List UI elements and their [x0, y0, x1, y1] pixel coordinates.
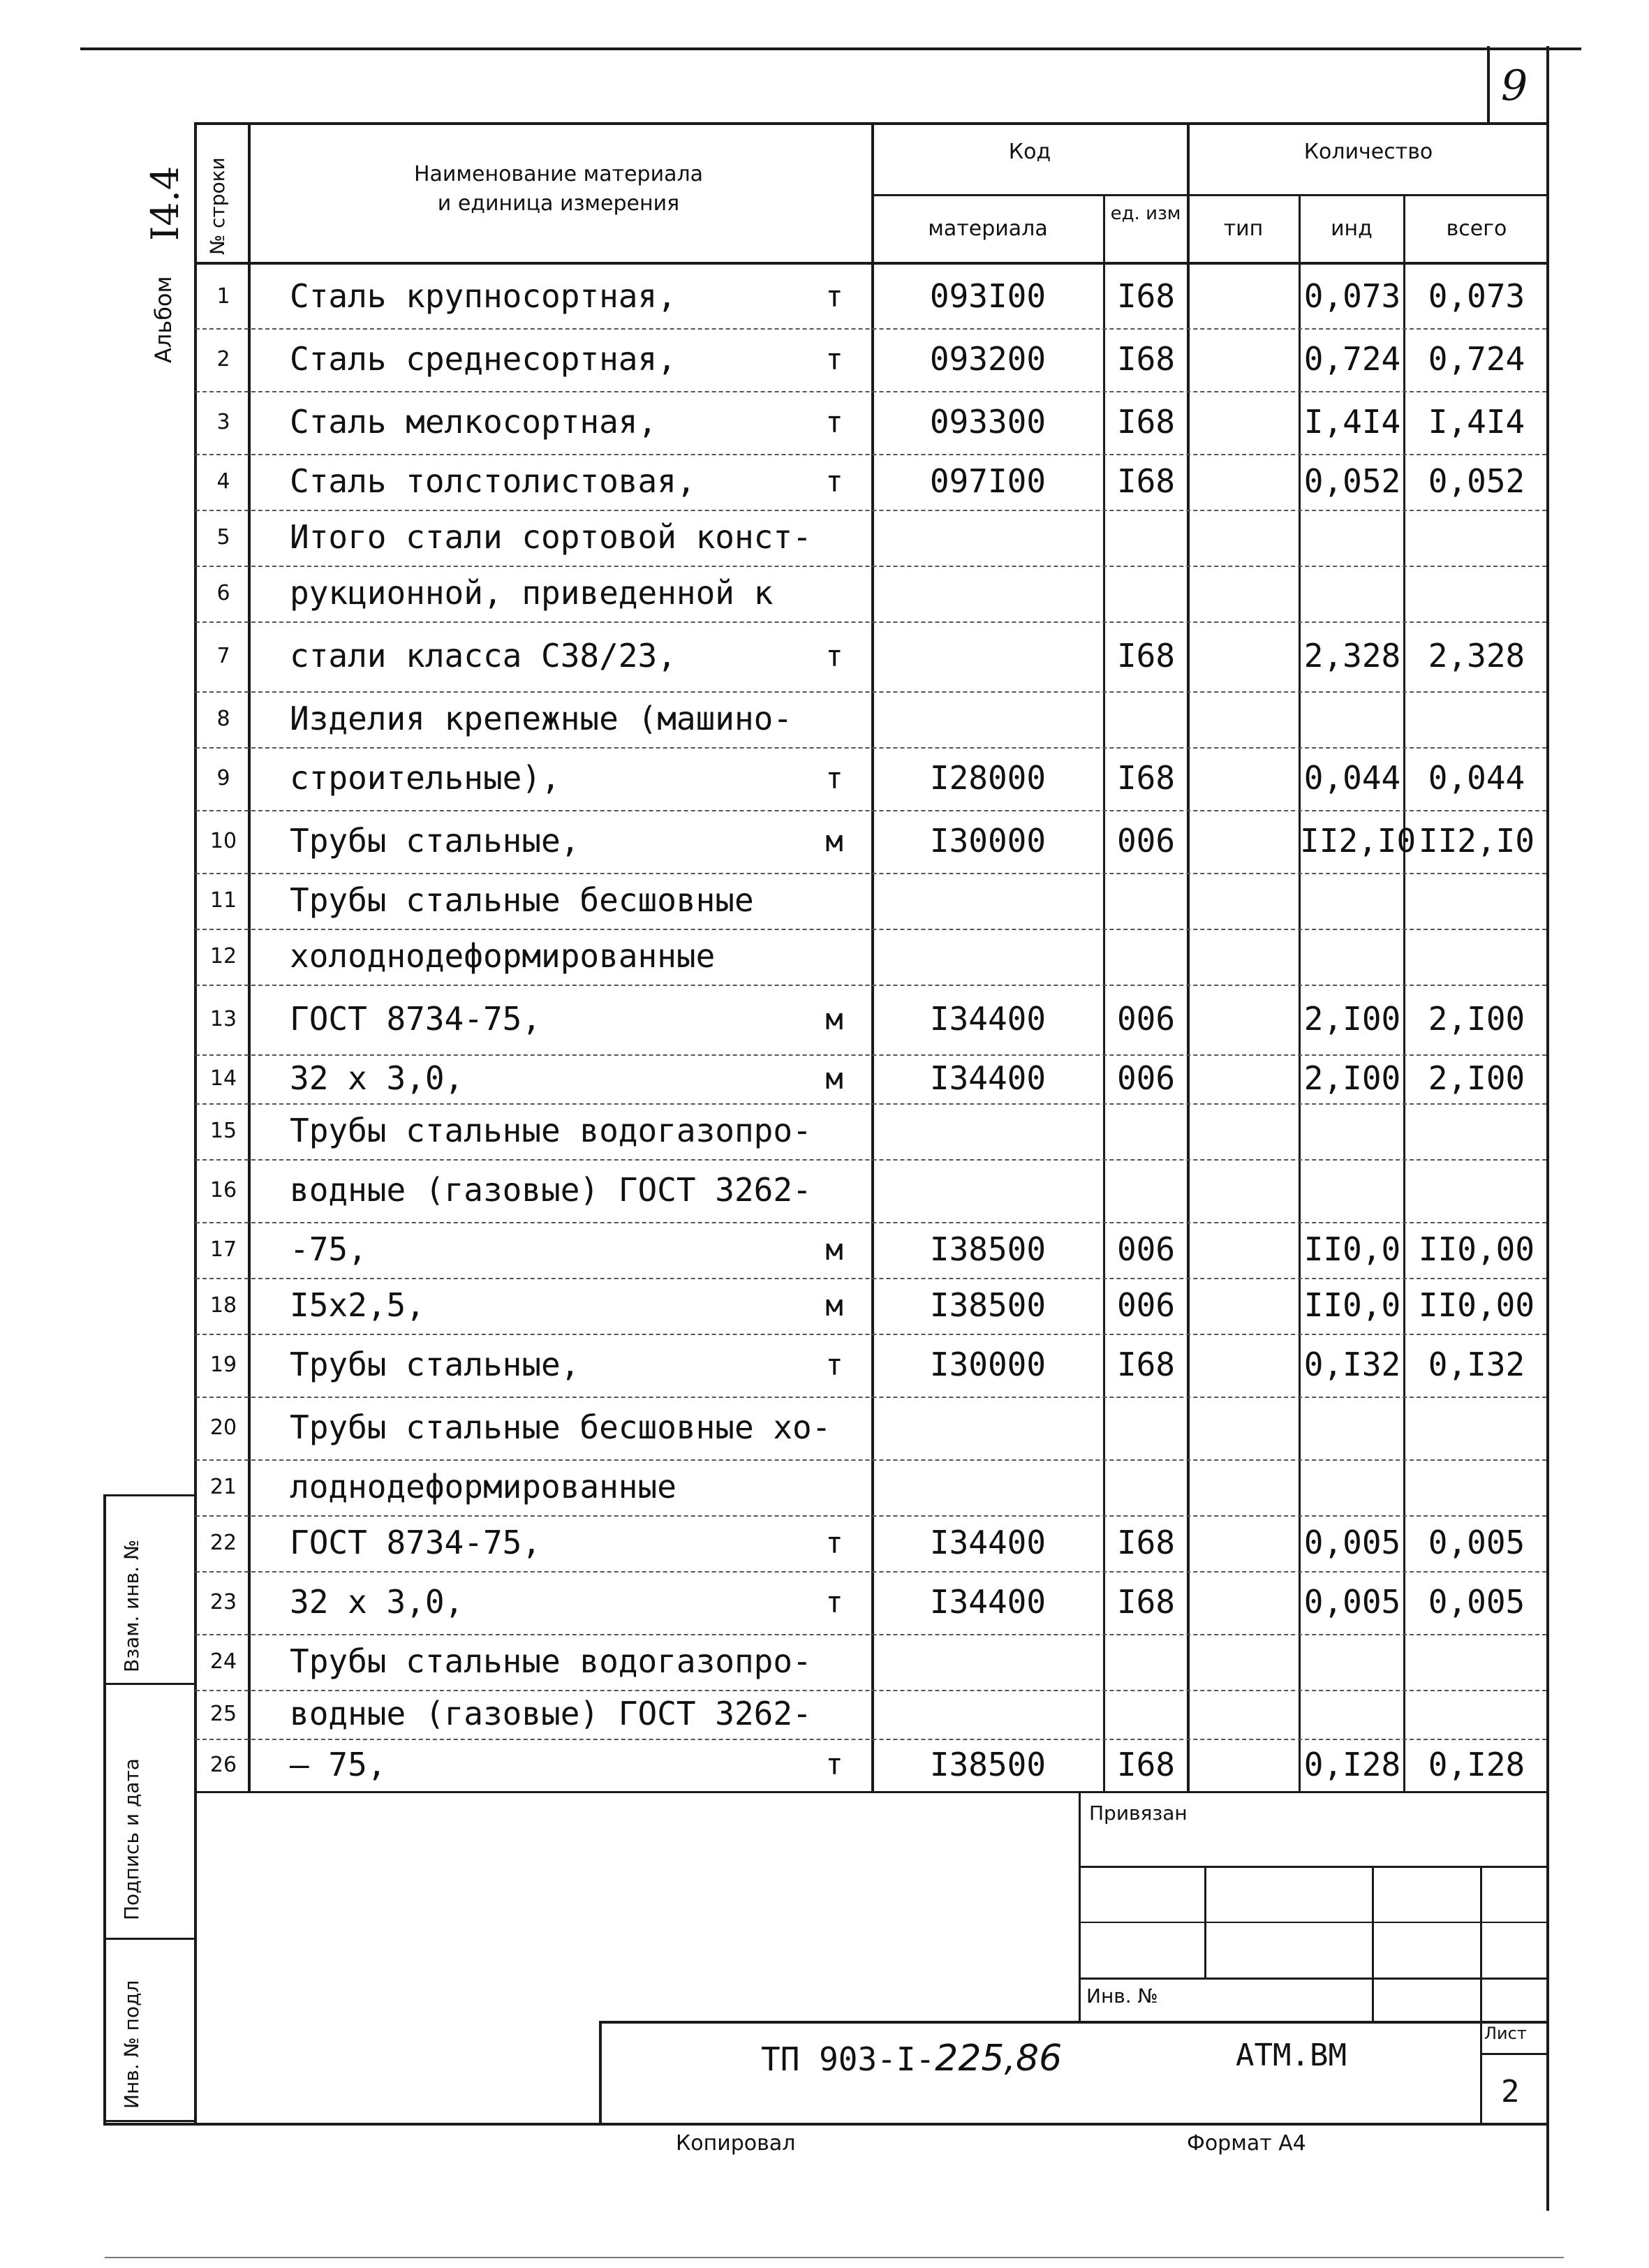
row-number: 8: [216, 707, 230, 731]
titleblock-top: [599, 2021, 1548, 2024]
row-qty-ind: II2,I0: [1300, 822, 1417, 860]
row-separator: [195, 1571, 1546, 1573]
titleblock-bottom: [103, 2123, 1548, 2126]
row-number: 22: [209, 1531, 237, 1555]
row-number: 19: [209, 1353, 237, 1377]
row-unit-code: 006: [1116, 1000, 1176, 1038]
stamp-col1: [1204, 1866, 1206, 1978]
row-separator: [195, 1334, 1546, 1335]
doc-mark: АТМ.ВМ: [1236, 2038, 1347, 2073]
row-qty-total: II0,00: [1418, 1230, 1535, 1269]
row-name: стали класса С38/23,: [290, 637, 676, 675]
side-stamp-podpis: Подпись и дата: [120, 1758, 143, 1920]
row-unit-code: I68: [1116, 637, 1176, 675]
row-number: 14: [209, 1066, 237, 1091]
row-unit: м: [825, 1061, 843, 1096]
col-rownum-border: [248, 122, 251, 1791]
row-name: Трубы стальные,: [290, 1346, 580, 1384]
row-separator: [195, 454, 1546, 455]
row-number: 25: [209, 1702, 237, 1726]
row-number: 5: [216, 525, 230, 550]
row-name: строительные),: [290, 759, 561, 797]
row-name: -75,: [290, 1230, 367, 1269]
row-name: водные (газовые) ГОСТ 3262-: [290, 1695, 812, 1733]
row-name: Сталь крупносортная,: [290, 277, 676, 316]
row-code: 097I00: [929, 462, 1047, 501]
row-qty-total: 2,I00: [1428, 1000, 1525, 1038]
row-qty-total: 2,328: [1428, 637, 1525, 675]
row-qty-total: II2,I0: [1418, 822, 1535, 860]
row-separator: [195, 510, 1546, 511]
row-name: Трубы стальные,: [290, 822, 580, 860]
row-code: I34400: [929, 1524, 1047, 1562]
row-code: I30000: [929, 1346, 1047, 1384]
row-code: I30000: [929, 822, 1047, 860]
row-unit-code: 006: [1116, 1059, 1176, 1098]
row-separator: [195, 691, 1546, 693]
row-unit-code: 006: [1116, 1230, 1176, 1269]
row-qty-ind: II0,0: [1303, 1286, 1401, 1325]
row-unit-code: I68: [1116, 1524, 1176, 1562]
row-number: 11: [209, 888, 237, 913]
side-stamp-bottom: [103, 2120, 194, 2122]
row-unit: м: [825, 1288, 843, 1323]
row-name: Сталь толстолистовая,: [290, 462, 696, 501]
row-separator: [195, 1515, 1546, 1517]
row-separator: [195, 328, 1546, 330]
row-qty-ind: 2,328: [1303, 637, 1401, 675]
row-separator: [195, 1159, 1546, 1161]
header-row-no: № строки: [206, 157, 229, 255]
row-qty-ind: II0,0: [1303, 1230, 1401, 1269]
doc-code: [761, 2038, 1062, 2079]
row-unit: т: [825, 638, 843, 673]
row-qty-ind: 0,073: [1303, 277, 1401, 316]
row-unit: т: [825, 341, 843, 376]
row-code: I38500: [929, 1745, 1047, 1783]
row-number: 17: [209, 1237, 237, 1262]
row-unit: т: [825, 760, 843, 795]
row-number: 24: [209, 1649, 237, 1674]
album-number: I4.4: [143, 165, 187, 241]
row-separator: [195, 1222, 1546, 1223]
stamp-inv-no: Инв. №: [1086, 1984, 1158, 2008]
stamp-top: [1079, 1791, 1548, 1793]
row-qty-total: 0,044: [1428, 759, 1525, 797]
row-separator: [195, 1054, 1546, 1056]
stamp-col2: [1372, 1866, 1374, 2023]
stamp-col3: [1480, 1866, 1482, 2023]
row-number: 4: [216, 469, 230, 494]
header-quantity: Количество: [1303, 140, 1433, 164]
row-separator: [195, 566, 1546, 567]
row-code: I38500: [929, 1286, 1047, 1325]
side-stamp-left: [103, 1494, 106, 2123]
row-unit-code: I68: [1116, 277, 1176, 316]
side-stamp-div1: [103, 1683, 194, 1685]
row-unit-code: I68: [1116, 1346, 1176, 1384]
row-name: рукционной, приведенной к: [290, 574, 774, 612]
row-name: Сталь среднесортная,: [290, 340, 676, 378]
row-unit: т: [825, 279, 843, 314]
row-unit-code: I68: [1116, 1745, 1176, 1783]
row-qty-total: II0,00: [1418, 1286, 1535, 1325]
row-qty-ind: 0,724: [1303, 340, 1401, 378]
row-qty-ind: 0,I28: [1303, 1745, 1401, 1783]
row-separator: [195, 1634, 1546, 1635]
row-number: 2: [216, 347, 230, 371]
row-unit-code: I68: [1116, 759, 1176, 797]
row-unit: т: [825, 1584, 843, 1619]
row-number: 21: [209, 1475, 237, 1499]
sheet-number: 2: [1501, 2074, 1520, 2109]
row-number: 16: [209, 1178, 237, 1202]
row-qty-total: 0,073: [1428, 277, 1525, 316]
row-number: 1: [216, 284, 230, 309]
row-unit: т: [825, 1347, 843, 1382]
row-qty-ind: 0,I32: [1303, 1346, 1401, 1384]
sheet-label: Лист: [1484, 2024, 1527, 2043]
row-number: 18: [209, 1293, 237, 1318]
stamp-left: [1079, 1791, 1081, 2023]
titleblock-sheet-border: [1480, 2021, 1482, 2124]
row-unit-code: 006: [1116, 822, 1176, 860]
col-qty-border: [1187, 122, 1190, 1791]
row-qty-total: 0,I28: [1428, 1745, 1525, 1783]
row-qty-ind: 2,I00: [1303, 1000, 1401, 1038]
row-number: 10: [209, 829, 237, 853]
row-code: 093200: [929, 340, 1047, 378]
side-stamp-div2: [103, 1938, 194, 1940]
row-qty-total: 2,I00: [1428, 1059, 1525, 1098]
row-code: I34400: [929, 1583, 1047, 1621]
row-number: 23: [209, 1590, 237, 1614]
row-separator: [195, 1690, 1546, 1691]
header-code-material: материала: [928, 216, 1048, 241]
row-unit-code: I68: [1116, 462, 1176, 501]
row-number: 13: [209, 1007, 237, 1031]
row-separator: [195, 1103, 1546, 1105]
row-separator: [195, 1397, 1546, 1398]
row-code: I28000: [929, 759, 1047, 797]
row-qty-ind: 0,052: [1303, 462, 1401, 501]
row-unit: т: [825, 1525, 843, 1560]
sheet-corner-number: 9: [1501, 61, 1528, 110]
header-code-unit: ед. изм: [1110, 203, 1181, 224]
footer-copied: Копировал: [676, 2131, 796, 2156]
row-number: 15: [209, 1119, 237, 1143]
row-name: ГОСТ 8734-75,: [290, 1000, 542, 1038]
titleblock-sheet-mid: [1480, 2053, 1548, 2055]
row-qty-ind: 2,I00: [1303, 1059, 1401, 1098]
row-unit-code: I68: [1116, 340, 1176, 378]
row-name: Трубы стальные водогазопро-: [290, 1112, 812, 1150]
row-unit: м: [825, 823, 843, 858]
frame-top: [80, 47, 1581, 50]
row-qty-ind: I,4I4: [1303, 403, 1401, 441]
row-name: Трубы стальные водогазопро-: [290, 1642, 812, 1681]
row-number: 12: [209, 944, 237, 969]
row-qty-ind: 0,005: [1303, 1583, 1401, 1621]
header-name: Наименование материала: [413, 162, 704, 186]
row-code: I34400: [929, 1000, 1047, 1038]
row-separator: [195, 873, 1546, 874]
row-separator: [195, 747, 1546, 749]
row-code: I34400: [929, 1059, 1047, 1098]
row-unit: т: [825, 404, 843, 439]
corner-box-left: [1487, 46, 1490, 123]
row-separator: [195, 985, 1546, 986]
row-name: Трубы стальные бесшовные: [290, 881, 754, 920]
row-number: 7: [216, 644, 230, 668]
side-stamp-top: [103, 1494, 194, 1496]
row-separator: [195, 929, 1546, 930]
row-separator: [195, 1739, 1546, 1740]
stamp-row3: [1079, 1978, 1548, 1980]
row-code: I38500: [929, 1230, 1047, 1269]
header-qty-ind: инд: [1331, 216, 1373, 241]
doc-code-handwritten: 225,86: [935, 2038, 1063, 2079]
row-number: 9: [216, 766, 230, 790]
row-qty-total: 0,005: [1428, 1583, 1525, 1621]
row-unit-code: 006: [1116, 1286, 1176, 1325]
row-qty-total: 0,005: [1428, 1524, 1525, 1562]
row-separator: [195, 1459, 1546, 1461]
row-separator: [195, 391, 1546, 392]
row-number: 26: [209, 1752, 237, 1777]
row-number: 6: [216, 581, 230, 605]
row-unit: т: [825, 1747, 843, 1782]
album-label: Альбом: [150, 276, 177, 363]
row-name: ГОСТ 8734-75,: [290, 1524, 542, 1562]
row-name: – 75,: [290, 1745, 387, 1783]
row-number: 3: [216, 410, 230, 434]
row-name: Трубы стальные бесшовные хо-: [290, 1408, 831, 1447]
stamp-privyazan: Привязан: [1089, 1802, 1188, 1825]
header-name-2: и единица измерения: [437, 191, 680, 216]
stamp-row1: [1079, 1866, 1548, 1868]
stamp-row2: [1079, 1922, 1548, 1923]
row-name: Сталь мелкосортная,: [290, 403, 658, 441]
row-separator: [195, 621, 1546, 623]
row-name: I5х2,5,: [290, 1286, 425, 1325]
row-qty-total: 0,I32: [1428, 1346, 1525, 1384]
row-separator: [195, 1278, 1546, 1279]
row-unit: т: [825, 464, 843, 499]
row-name: Итого стали сортовой конст-: [290, 518, 812, 557]
header-mid-border: [871, 194, 1548, 196]
header-qty-type: тип: [1223, 216, 1264, 241]
row-name: 32 х 3,0,: [290, 1059, 464, 1098]
row-number: 20: [209, 1415, 237, 1440]
row-separator: [195, 810, 1546, 811]
row-qty-ind: 0,005: [1303, 1524, 1401, 1562]
row-unit: м: [825, 1232, 843, 1267]
row-qty-total: 0,724: [1428, 340, 1525, 378]
header-code: Код: [1008, 140, 1051, 164]
table-left-border: [194, 122, 197, 2123]
row-qty-total: 0,052: [1428, 462, 1525, 501]
row-name: 32 х 3,0,: [290, 1583, 464, 1621]
row-name: лоднодеформированные: [290, 1468, 676, 1506]
header-qty-total: всего: [1446, 216, 1507, 241]
row-qty-total: I,4I4: [1428, 403, 1525, 441]
row-name: холоднодеформированные: [290, 937, 716, 975]
footer-format: Формат А4: [1187, 2131, 1306, 2156]
row-name: водные (газовые) ГОСТ 3262-: [290, 1171, 812, 1209]
bottom-edge-line: [105, 2257, 1564, 2258]
side-stamp-inv-podl: Инв. № подл: [120, 1980, 143, 2109]
side-stamp-vzam: Взам. инв. №: [120, 1539, 143, 1672]
row-unit-code: I68: [1116, 1583, 1176, 1621]
row-name: Изделия крепежные (машино-: [290, 700, 793, 738]
row-qty-ind: 0,044: [1303, 759, 1401, 797]
row-unit: м: [825, 1001, 843, 1036]
titleblock-left: [599, 2021, 602, 2126]
row-code: 093I00: [929, 277, 1047, 316]
row-unit-code: I68: [1116, 403, 1176, 441]
doc-code-prefix: ТП 903-I-: [761, 2040, 936, 2078]
row-code: 093300: [929, 403, 1047, 441]
